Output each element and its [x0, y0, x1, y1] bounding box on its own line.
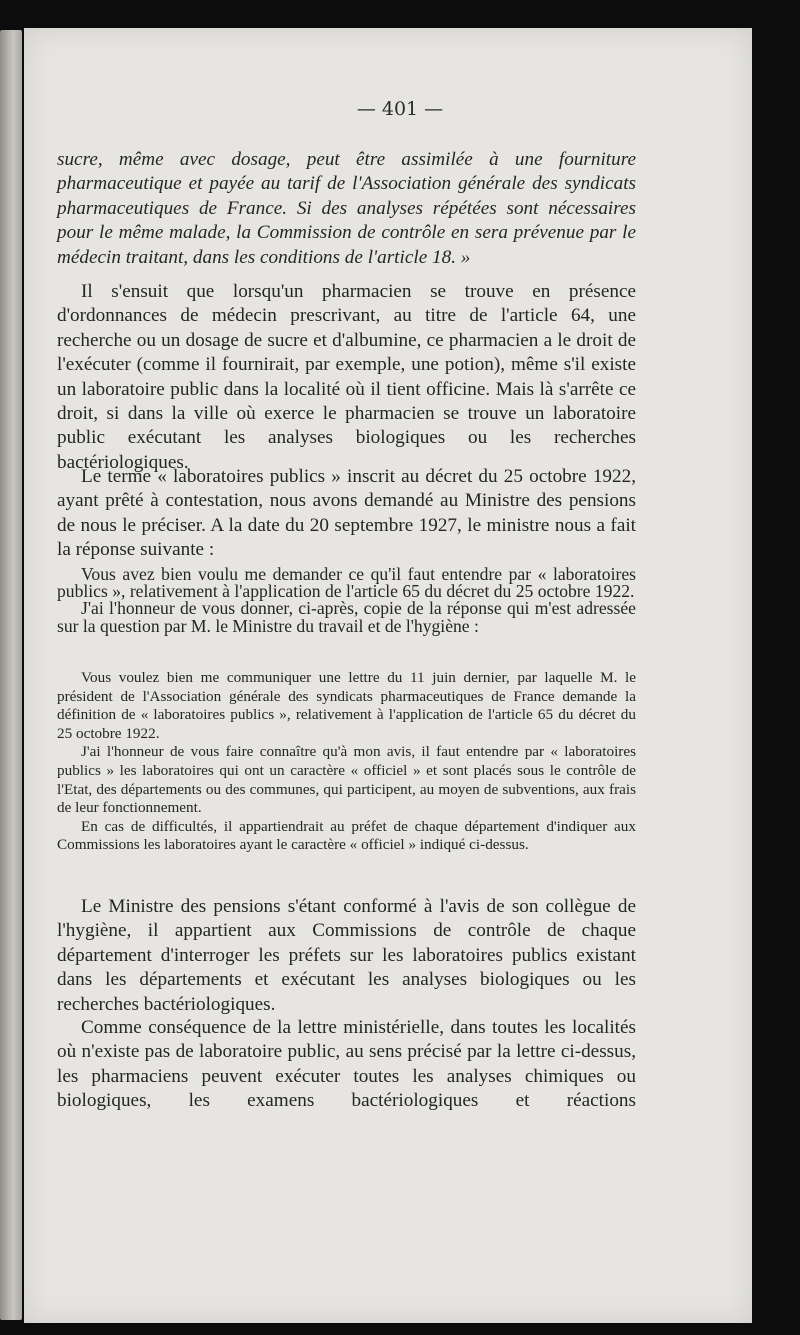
quote-paragraph-2: J'ai l'honneur de vous faire connaître qu'à mon avis, il faut entendre par « laboratoires publics » les laboratoires qui ont un caractère « officiel » et sont placés sous le contrôle de l'Etat, des départements ou des communes, qui participent, au moyen de subventions, aux frais de leur fonctionnement.	[57, 743, 636, 817]
quote-paragraph-1: Vous voulez bien me communiquer une lettre du 11 juin dernier, par laquelle M. le président de l'Association générale des syndicats pharmaceutiques de France demande la définition de « laboratoires publics », relativement à l'application de l'article 65 du décret du 25 octobre 1922.	[57, 669, 636, 742]
paragraph-3-text: Le Ministre des pensions s'étant conformé à l'avis de son collègue de l'hygiène, il appartient aux Commissions de contrôle de chaque département d'interroger les préfets sur les laboratoires publics existant dans les départements et exécutant les analyses biologiques ou les recherches bactériologiques.	[57, 896, 636, 1015]
previous-page-edge	[0, 30, 22, 1320]
paragraph-pharmacist-rights	[57, 280, 636, 475]
opening-italic-passage	[57, 148, 636, 270]
paragraph-4-text: Comme conséquence de la lettre ministérielle, dans toutes les localités où n'existe pas de laboratoire public, au sens précisé par la lettre ci-dessus, les pharmaciens peuvent exécuter toutes les analyses chimiques ou biologiques, les examens bactériologiques et réactions	[57, 1017, 636, 1112]
page-number: — 401 —	[356, 98, 444, 120]
paragraph-1-text: Il s'ensuit que lorsqu'un pharmacien se trouve en présence d'ordonnances de médecin prescrivant, au titre de l'article 64, une recherche ou un dosage de sucre et d'albumine, ce pharmacien a le droit de l'exécuter (comme il fournirait, par exemple, une potion), même s'il existe un laboratoire public dans la localité où il tient officine. Mais là s'arrête ce droit, si dans la ville où exerce le pharmacien se trouve un laboratoire public exécutant les analyses biologiques ou les recherches bactériologiques.	[57, 281, 636, 473]
quote-paragraph-3: En cas de difficultés, il appartiendrait au préfet de chaque département d'indiquer aux Commissions les laboratoires ayant le caractère « officiel » indiqué ci-dessus.	[57, 817, 636, 854]
paragraph-consequence	[57, 1016, 636, 1114]
minister-letter	[57, 566, 636, 635]
paragraph-commission-duty	[57, 895, 636, 1017]
opening-italic-text: sucre, même avec dosage, peut être assimilée à une fourniture pharmaceutique et payée au tarif de l'Association générale des syndicats pharmaceutiques de France. Si des analyses répétées sont nécessaires pour le même malade, la Commission de contrôle en sera prévenue par le médecin traitant, dans les conditions de l'article 18. »	[57, 149, 636, 268]
paragraph-2-text: Le terme « laboratoires publics » inscrit au décret du 25 octobre 1922, ayant prêté à contestation, nous avons demandé au Ministre des pensions de nous le préciser. A la date du 20 septembre 1927, le ministre nous a fait la réponse suivante :	[57, 466, 636, 561]
letter-line-2: J'ai l'honneur de vous donner, ci-après, copie de la réponse qui m'est adressée sur la question par M. le Ministre du travail et de l'hygiène :	[57, 598, 636, 636]
paragraph-ministry-request	[57, 465, 636, 563]
letter-line-1: Vous avez bien voulu me demander ce qu'il faut entendre par « laboratoires publics », relativement à l'application de l'article 65 du décret du 25 octobre 1922.	[57, 564, 636, 602]
quoted-hygiene-reply	[57, 669, 636, 855]
